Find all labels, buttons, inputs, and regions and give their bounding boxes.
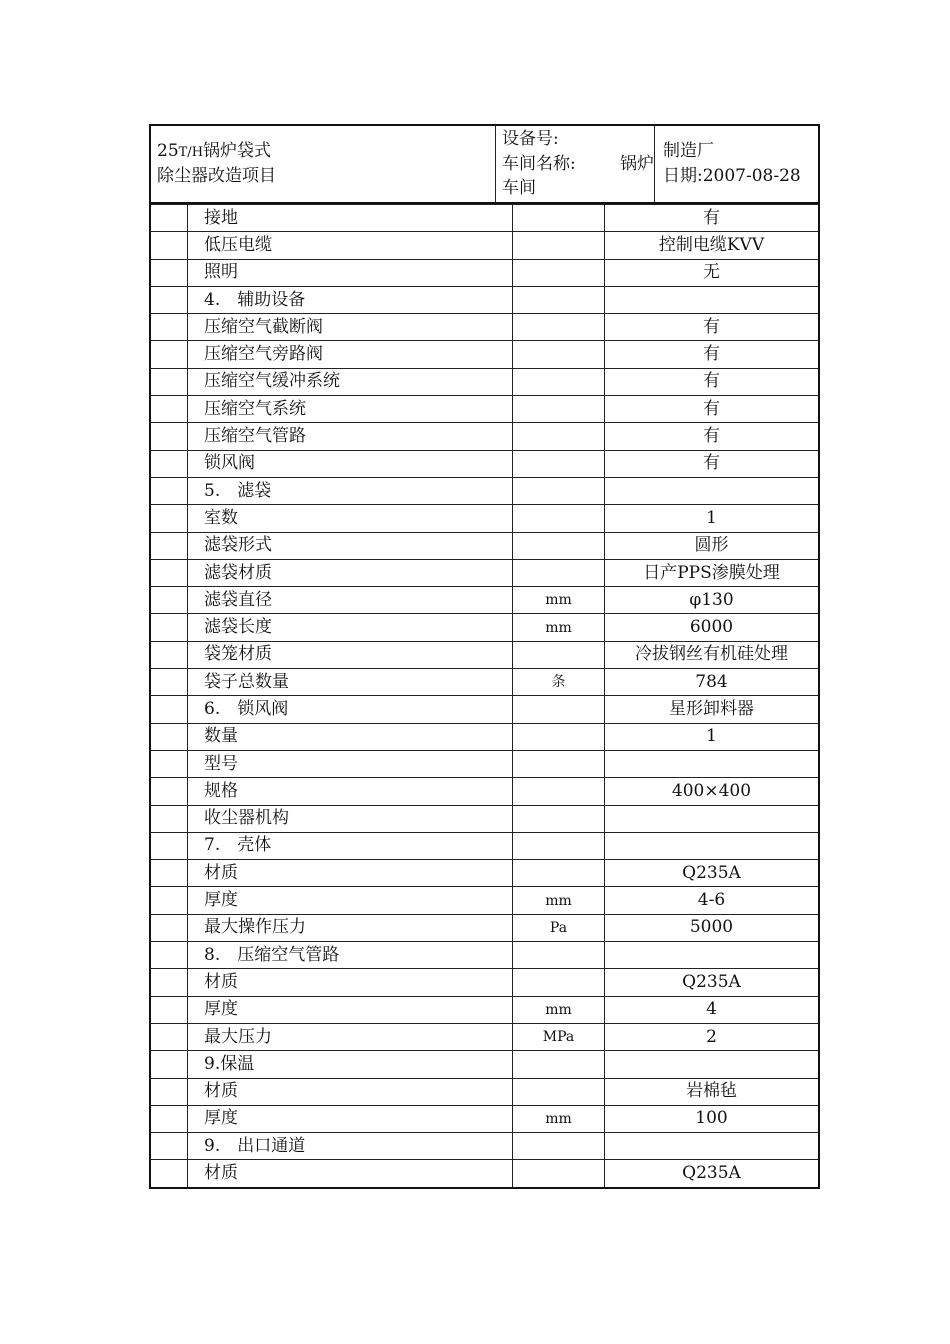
row-index-cell	[150, 505, 188, 532]
row-index-cell	[150, 1105, 188, 1132]
row-unit-cell	[513, 723, 605, 750]
row-value-cell: 2	[605, 1023, 820, 1050]
row-index-cell	[150, 286, 188, 313]
table-row	[150, 450, 819, 477]
row-value-cell	[605, 942, 820, 969]
row-unit-cell	[513, 860, 605, 887]
table-row	[150, 969, 819, 996]
row-name-cell: 压缩空气旁路阀	[188, 341, 513, 368]
row-name-cell: 规格	[188, 778, 513, 805]
row-unit-cell	[513, 559, 605, 586]
row-value-cell: 有	[605, 205, 820, 232]
row-name-cell: 最大操作压力	[188, 914, 513, 941]
table-row	[150, 477, 819, 504]
row-index-cell	[150, 477, 188, 504]
row-unit-cell	[513, 942, 605, 969]
row-value-cell: 冷拔钢丝有机硅处理	[605, 641, 820, 668]
manufacturer-label: 制造厂	[663, 141, 714, 162]
row-name-cell: 室数	[188, 505, 513, 532]
row-value-cell: 6000	[605, 614, 820, 641]
row-index-cell	[150, 205, 188, 232]
table-row	[150, 1078, 819, 1105]
equipment-spec-sheet	[149, 124, 820, 1195]
row-name-cell: 9.保温	[188, 1051, 513, 1078]
table-row	[150, 396, 819, 423]
row-unit-cell	[513, 205, 605, 232]
row-index-cell	[150, 1051, 188, 1078]
row-value-cell: 无	[605, 259, 820, 286]
row-value-cell	[605, 1133, 820, 1160]
row-unit-cell	[513, 805, 605, 832]
row-name-cell: 袋子总数量	[188, 669, 513, 696]
row-name-cell: 材质	[188, 860, 513, 887]
row-unit-cell	[513, 368, 605, 395]
row-unit-cell	[513, 641, 605, 668]
row-value-cell: Q235A	[605, 1160, 820, 1188]
row-value-cell: 400×400	[605, 778, 820, 805]
table-row	[150, 1051, 819, 1078]
row-name-cell: 锁风阀	[188, 450, 513, 477]
row-unit-cell: mm	[513, 1105, 605, 1132]
row-unit-cell	[513, 778, 605, 805]
row-value-cell	[605, 805, 820, 832]
row-index-cell	[150, 1160, 188, 1188]
table-row	[150, 532, 819, 559]
table-row	[150, 860, 819, 887]
table-row	[150, 778, 819, 805]
spec-table-body	[150, 205, 819, 1188]
table-row	[150, 423, 819, 450]
row-unit-cell	[513, 696, 605, 723]
row-value-cell: 有	[605, 450, 820, 477]
row-index-cell	[150, 532, 188, 559]
row-index-cell	[150, 450, 188, 477]
row-name-cell: 5. 滤袋	[188, 477, 513, 504]
table-row	[150, 505, 819, 532]
row-index-cell	[150, 559, 188, 586]
row-index-cell	[150, 232, 188, 259]
workshop-line	[502, 152, 654, 177]
row-unit-cell	[513, 1051, 605, 1078]
row-index-cell	[150, 996, 188, 1023]
row-value-cell: φ130	[605, 587, 820, 614]
row-index-cell	[150, 750, 188, 777]
row-value-cell: 有	[605, 314, 820, 341]
row-name-cell: 接地	[188, 205, 513, 232]
header-table	[149, 124, 820, 204]
workshop-label: 车间名称:	[502, 153, 576, 174]
row-unit-cell: mm	[513, 887, 605, 914]
row-unit-cell	[513, 232, 605, 259]
row-value-cell: 784	[605, 669, 820, 696]
row-value-cell: 圆形	[605, 532, 820, 559]
table-row	[150, 559, 819, 586]
table-row	[150, 723, 819, 750]
row-unit-cell: mm	[513, 996, 605, 1023]
table-row	[150, 341, 819, 368]
row-value-cell: 有	[605, 368, 820, 395]
equipment-no-label: 设备号:	[502, 129, 559, 150]
row-index-cell	[150, 341, 188, 368]
table-row	[150, 996, 819, 1023]
workshop-value-cont: 车间	[502, 178, 536, 199]
row-name-cell: 袋笼材质	[188, 641, 513, 668]
row-value-cell	[605, 750, 820, 777]
row-name-cell: 材质	[188, 969, 513, 996]
row-index-cell	[150, 368, 188, 395]
row-index-cell	[150, 914, 188, 941]
table-row	[150, 232, 819, 259]
row-value-cell	[605, 477, 820, 504]
row-unit-cell	[513, 341, 605, 368]
row-index-cell	[150, 696, 188, 723]
row-unit-cell: 条	[513, 669, 605, 696]
row-unit-cell	[513, 1133, 605, 1160]
table-row	[150, 914, 819, 941]
row-name-cell: 材质	[188, 1160, 513, 1188]
row-index-cell	[150, 887, 188, 914]
row-name-cell: 滤袋长度	[188, 614, 513, 641]
row-unit-cell	[513, 423, 605, 450]
row-unit-cell	[513, 259, 605, 286]
row-name-cell: 数量	[188, 723, 513, 750]
table-row	[150, 942, 819, 969]
row-unit-cell: Pa	[513, 914, 605, 941]
table-row	[150, 641, 819, 668]
row-value-cell	[605, 286, 820, 313]
row-name-cell: 压缩空气管路	[188, 423, 513, 450]
table-row	[150, 259, 819, 286]
row-unit-cell	[513, 477, 605, 504]
table-row	[150, 1160, 819, 1188]
row-index-cell	[150, 314, 188, 341]
row-value-cell: 控制电缆KVV	[605, 232, 820, 259]
table-row	[150, 286, 819, 313]
row-value-cell: 100	[605, 1105, 820, 1132]
table-row	[150, 887, 819, 914]
row-name-cell: 照明	[188, 259, 513, 286]
header-row	[150, 125, 819, 203]
row-index-cell	[150, 614, 188, 641]
row-name-cell: 7. 壳体	[188, 832, 513, 859]
row-name-cell: 6. 锁风阀	[188, 696, 513, 723]
table-row	[150, 587, 819, 614]
project-title-line2: 除尘器改造项目	[157, 166, 276, 186]
row-index-cell	[150, 1078, 188, 1105]
row-value-cell: 日产PPS渗膜处理	[605, 559, 820, 586]
row-index-cell	[150, 778, 188, 805]
spec-table	[149, 204, 820, 1189]
row-unit-cell	[513, 750, 605, 777]
row-name-cell: 压缩空气系统	[188, 396, 513, 423]
row-name-cell: 厚度	[188, 996, 513, 1023]
row-index-cell	[150, 669, 188, 696]
row-index-cell	[150, 423, 188, 450]
row-unit-cell: MPa	[513, 1023, 605, 1050]
row-value-cell: 4-6	[605, 887, 820, 914]
row-value-cell: Q235A	[605, 860, 820, 887]
row-index-cell	[150, 1023, 188, 1050]
row-value-cell	[605, 1051, 820, 1078]
row-index-cell	[150, 805, 188, 832]
table-row	[150, 805, 819, 832]
row-value-cell: 4	[605, 996, 820, 1023]
row-unit-cell	[513, 396, 605, 423]
date-label: 日期:2007-08-28	[663, 166, 801, 186]
row-value-cell: 有	[605, 423, 820, 450]
table-row	[150, 205, 819, 232]
row-name-cell: 压缩空气缓冲系统	[188, 368, 513, 395]
row-index-cell	[150, 641, 188, 668]
project-title-line1: 25T/H锅炉袋式	[157, 141, 272, 162]
row-name-cell: 8. 压缩空气管路	[188, 942, 513, 969]
row-unit-cell	[513, 286, 605, 313]
row-unit-cell	[513, 832, 605, 859]
row-index-cell	[150, 396, 188, 423]
table-row	[150, 832, 819, 859]
row-unit-cell: mm	[513, 614, 605, 641]
row-name-cell: 滤袋形式	[188, 532, 513, 559]
row-unit-cell	[513, 450, 605, 477]
table-row	[150, 669, 819, 696]
manufacturer-cell	[655, 125, 820, 203]
row-value-cell	[605, 832, 820, 859]
row-value-cell: 1	[605, 505, 820, 532]
row-unit-cell	[513, 532, 605, 559]
row-name-cell: 低压电缆	[188, 232, 513, 259]
row-index-cell	[150, 832, 188, 859]
row-name-cell: 滤袋材质	[188, 559, 513, 586]
row-value-cell: 1	[605, 723, 820, 750]
row-index-cell	[150, 942, 188, 969]
table-row	[150, 1105, 819, 1132]
table-row	[150, 696, 819, 723]
row-value-cell: 岩棉毡	[605, 1078, 820, 1105]
row-unit-cell	[513, 969, 605, 996]
row-unit-cell	[513, 1078, 605, 1105]
row-unit-cell	[513, 1160, 605, 1188]
project-title-cell	[150, 125, 496, 203]
row-value-cell: 有	[605, 396, 820, 423]
row-unit-cell: mm	[513, 587, 605, 614]
row-index-cell	[150, 860, 188, 887]
table-row	[150, 314, 819, 341]
row-name-cell: 厚度	[188, 1105, 513, 1132]
row-index-cell	[150, 259, 188, 286]
row-unit-cell	[513, 505, 605, 532]
row-name-cell: 9. 出口通道	[188, 1133, 513, 1160]
row-index-cell	[150, 1133, 188, 1160]
row-name-cell: 材质	[188, 1078, 513, 1105]
row-name-cell: 收尘器机构	[188, 805, 513, 832]
table-row	[150, 1023, 819, 1050]
equipment-info-cell	[496, 125, 655, 203]
row-name-cell: 滤袋直径	[188, 587, 513, 614]
row-name-cell: 最大压力	[188, 1023, 513, 1050]
table-row	[150, 1133, 819, 1160]
row-value-cell: 有	[605, 341, 820, 368]
row-unit-cell	[513, 314, 605, 341]
row-value-cell: 5000	[605, 914, 820, 941]
row-name-cell: 4. 辅助设备	[188, 286, 513, 313]
table-row	[150, 750, 819, 777]
table-row	[150, 614, 819, 641]
table-row	[150, 368, 819, 395]
row-name-cell: 型号	[188, 750, 513, 777]
row-index-cell	[150, 969, 188, 996]
row-value-cell: 星形卸料器	[605, 696, 820, 723]
row-value-cell: Q235A	[605, 969, 820, 996]
row-name-cell: 厚度	[188, 887, 513, 914]
row-index-cell	[150, 723, 188, 750]
workshop-value: 锅炉	[620, 153, 654, 174]
row-name-cell: 压缩空气截断阀	[188, 314, 513, 341]
row-index-cell	[150, 587, 188, 614]
